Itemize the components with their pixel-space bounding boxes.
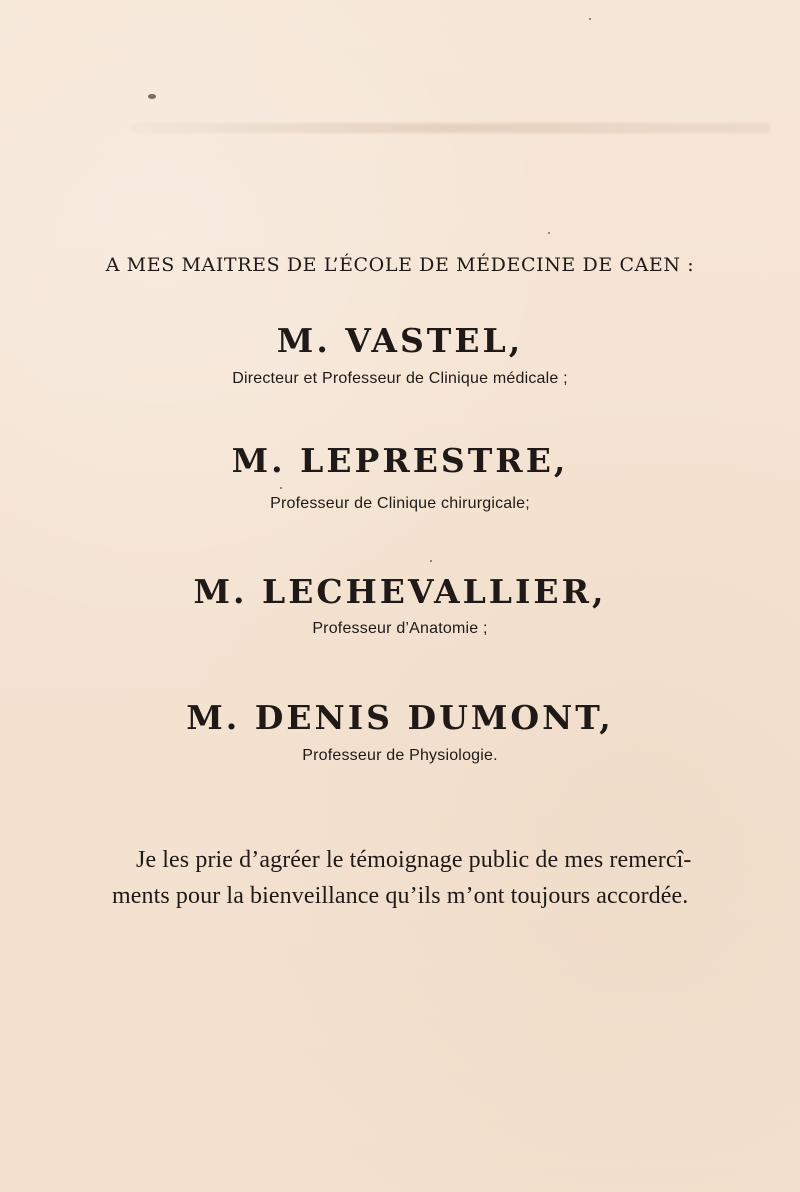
teacher-role-leprestre: Professeur de Clinique chirurgicale; — [270, 495, 530, 512]
closing-line-2: ments pour la bienveillance qu’ils m’ont toujours accordée. — [112, 883, 689, 909]
teacher-role-denis-dumont: Professeur de Physiologie. — [302, 747, 498, 764]
ink-speck — [148, 94, 156, 99]
teacher-role-vastel: Directeur et Professeur de Clinique médicale ; — [232, 370, 568, 387]
ink-speck — [548, 232, 550, 234]
dedication-heading: A MES MAITRES DE L’ÉCOLE DE MÉDECINE DE CAEN : — [105, 254, 695, 276]
teacher-role-lechevallier: Professeur d’Anatomie ; — [312, 620, 488, 637]
faded-top-rule — [130, 123, 770, 133]
teacher-name-vastel: M. VASTEL, — [276, 321, 524, 360]
teacher-name-lechevallier: M. LECHEVALLIER, — [193, 572, 607, 611]
ink-speck — [589, 18, 591, 20]
ink-speck — [430, 560, 432, 562]
teacher-name-denis-dumont: M. DENIS DUMONT, — [186, 698, 614, 737]
closing-line-1: Je les prie d’agréer le témoignage public de mes remercî- — [136, 847, 692, 873]
ink-speck — [280, 487, 282, 489]
teacher-name-leprestre: M. LEPRESTRE, — [231, 441, 569, 480]
closing-paragraph — [112, 842, 722, 914]
